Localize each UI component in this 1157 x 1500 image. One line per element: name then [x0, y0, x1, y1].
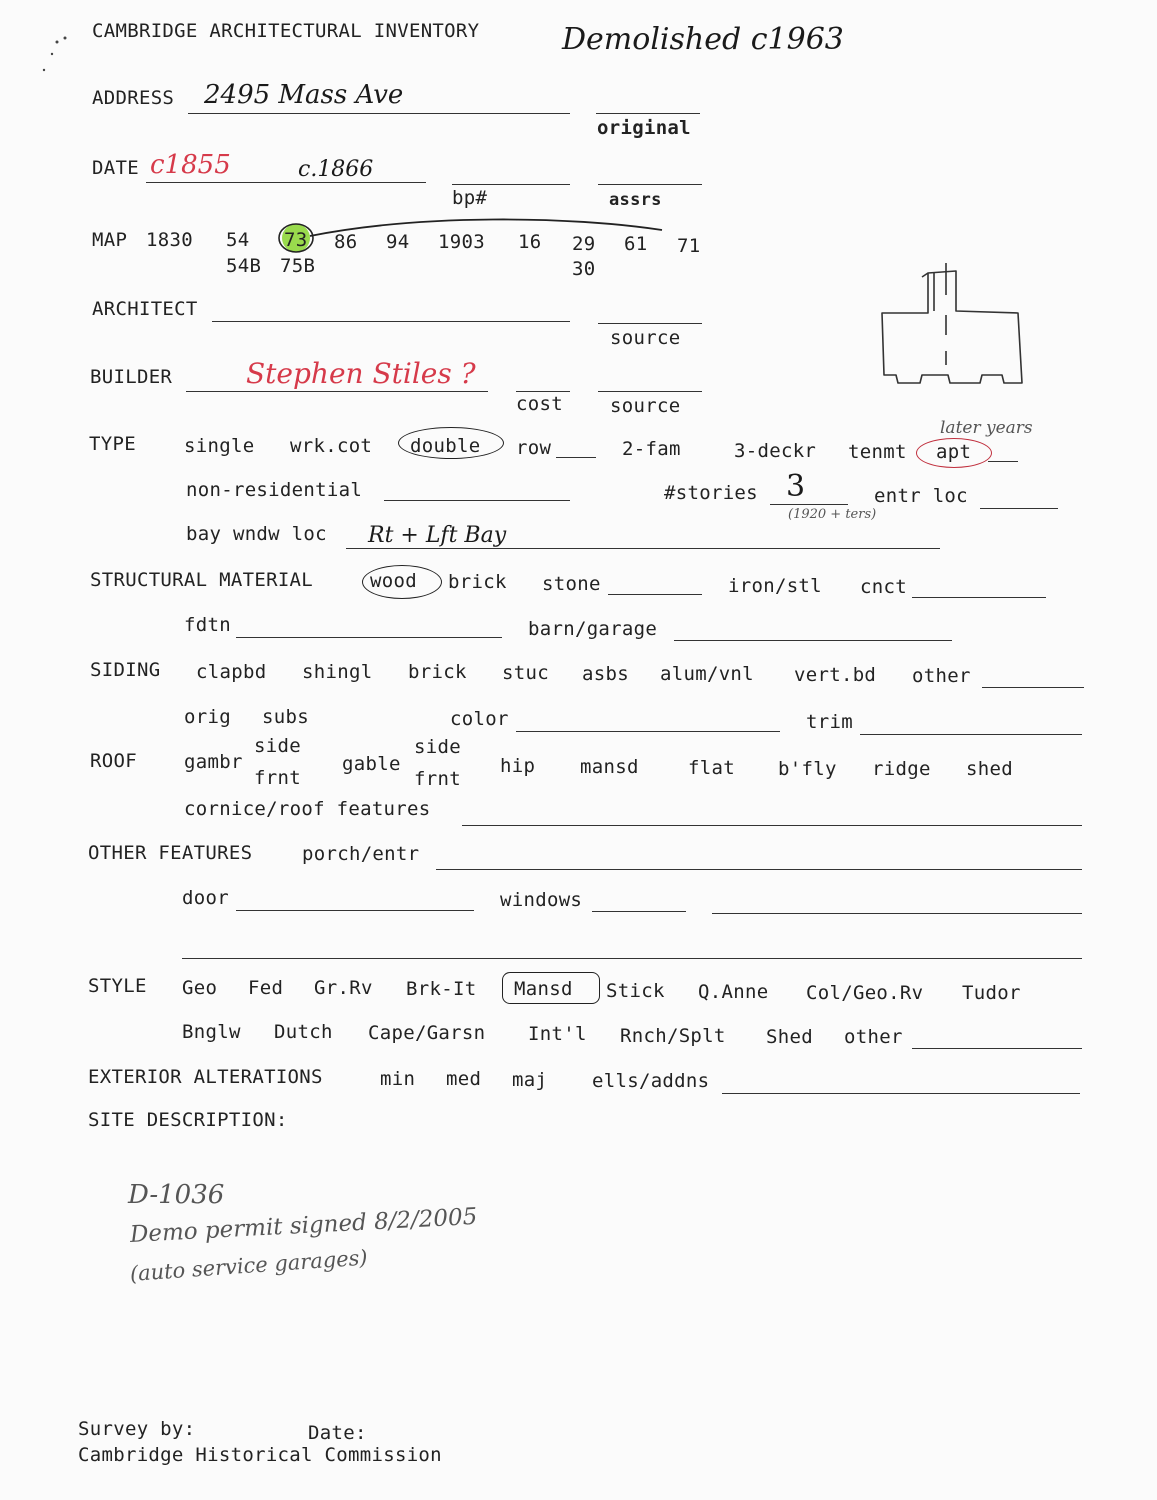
roof-gable-frnt[interactable]: frnt — [414, 768, 461, 790]
bay-window-label: bay wndw loc — [186, 523, 327, 545]
architect-label: ARCHITECT — [92, 298, 198, 320]
site-note-permit-number: D-1036 — [128, 1180, 225, 1210]
siding-subs[interactable]: subs — [262, 706, 309, 728]
exterior-med[interactable]: med — [446, 1068, 482, 1090]
map-label: MAP — [92, 229, 128, 251]
non-residential-label: non-residential — [186, 479, 363, 501]
fdtn-label: fdtn — [184, 614, 231, 636]
roof-gable-side[interactable]: side — [414, 736, 461, 758]
style-col-geo-rv[interactable]: Col/Geo.Rv — [806, 982, 924, 1004]
porch-entr-label: porch/entr — [302, 843, 420, 865]
address-value[interactable]: 2495 Mass Ave — [204, 80, 404, 110]
windows-label: windows — [500, 889, 583, 911]
style-q-anne[interactable]: Q.Anne — [698, 981, 769, 1003]
style-other[interactable]: other — [844, 1026, 903, 1048]
architect-source-line — [598, 323, 702, 324]
style-dutch[interactable]: Dutch — [274, 1021, 333, 1043]
barn-garage-label: barn/garage — [528, 618, 658, 640]
map-year-16: 16 — [518, 231, 542, 253]
demolished-note: Demolished c1963 — [562, 22, 844, 57]
style-brk-it[interactable]: Brk-It — [406, 978, 477, 1000]
siding-vert-bd[interactable]: vert.bd — [794, 664, 877, 686]
map-year-30: 30 — [572, 258, 596, 280]
roof-gambr-frnt[interactable]: frnt — [254, 767, 301, 789]
type-label: TYPE — [89, 433, 136, 455]
map-year-54b: 54B — [226, 255, 262, 277]
siding-asbs[interactable]: asbs — [582, 663, 629, 685]
exterior-min[interactable]: min — [380, 1068, 416, 1090]
site-note-auto-service: (auto service garages) — [129, 1245, 369, 1286]
style-intl[interactable]: Int'l — [528, 1023, 587, 1045]
porch-entr-line — [436, 869, 1082, 870]
style-rnch-splt[interactable]: Rnch/Splt — [620, 1025, 726, 1047]
map-year-29: 29 — [572, 233, 596, 255]
roof-label: ROOF — [90, 750, 137, 772]
roof-bfly[interactable]: b'fly — [778, 758, 837, 780]
type-tenmt[interactable]: tenmt — [848, 441, 907, 463]
map-year-1830: 1830 — [146, 229, 193, 251]
non-residential-line — [384, 500, 570, 501]
builder-source-line — [598, 391, 702, 392]
door-label: door — [182, 887, 229, 909]
stone-line — [608, 594, 702, 595]
stories-value[interactable]: 3 — [786, 469, 806, 504]
site-description-label: SITE DESCRIPTION: — [88, 1109, 288, 1131]
cost-line — [516, 391, 570, 392]
builder-value[interactable]: Stephen Stiles ? — [246, 357, 476, 390]
original-label: original — [597, 117, 691, 139]
cornice-line — [462, 825, 1082, 826]
stories-note: (1920 + ters) — [788, 507, 877, 522]
siding-label: SIDING — [90, 659, 161, 681]
address-label: ADDRESS — [92, 87, 175, 109]
siding-orig[interactable]: orig — [184, 706, 231, 728]
siding-trim-line — [860, 734, 1082, 735]
stray-marks — [30, 32, 80, 82]
bp-line — [452, 184, 570, 185]
siding-other[interactable]: other — [912, 665, 971, 687]
cnct-line — [912, 597, 1046, 598]
architect-source-label: source — [610, 327, 681, 349]
assrs-line — [598, 184, 702, 185]
structural-brick[interactable]: brick — [448, 571, 507, 593]
structural-iron-stl[interactable]: iron/stl — [728, 575, 822, 597]
survey-by-label: Survey by: — [78, 1418, 196, 1440]
fdtn-line — [236, 637, 502, 638]
type-single[interactable]: single — [184, 435, 255, 457]
apt-line — [988, 461, 1018, 462]
date-value-red[interactable]: c1855 — [150, 150, 231, 180]
siding-color-line — [516, 731, 780, 732]
structural-cnct[interactable]: cnct — [860, 576, 907, 598]
siding-clapbd[interactable]: clapbd — [196, 661, 267, 683]
cornice-label: cornice/roof features — [184, 798, 431, 820]
siding-trim-label: trim — [806, 711, 853, 733]
structural-label: STRUCTURAL MATERIAL — [90, 569, 314, 591]
map-year-61: 61 — [624, 233, 648, 255]
siding-brick[interactable]: brick — [408, 661, 467, 683]
windows-line-2 — [712, 913, 1082, 914]
builder-label: BUILDER — [90, 366, 173, 388]
date-value[interactable]: c.1866 — [298, 157, 374, 182]
stories-line — [770, 504, 848, 505]
style-geo[interactable]: Geo — [182, 977, 218, 999]
siding-shingl[interactable]: shingl — [302, 661, 373, 683]
barn-garage-line — [674, 640, 952, 641]
stories-label: #stories — [664, 482, 758, 504]
style-other-line — [912, 1048, 1082, 1049]
building-footprint-sketch — [870, 255, 1030, 395]
address-line — [188, 113, 570, 114]
date-label: DATE — [92, 157, 139, 179]
type-apt[interactable]: apt — [936, 441, 972, 463]
builder-line — [186, 391, 488, 392]
cost-label: cost — [516, 393, 563, 415]
map-year-86: 86 — [334, 231, 358, 253]
ells-addns-line — [722, 1093, 1080, 1094]
roof-ridge[interactable]: ridge — [872, 758, 931, 780]
style-label: STYLE — [88, 975, 147, 997]
exterior-maj[interactable]: maj — [512, 1069, 548, 1091]
map-year-94: 94 — [386, 231, 410, 253]
bay-window-value[interactable]: Rt + Lft Bay — [368, 523, 507, 548]
other-features-label: OTHER FEATURES — [88, 842, 253, 864]
type-double[interactable]: double — [410, 435, 481, 457]
blank-line — [182, 958, 1082, 959]
door-line — [236, 910, 474, 911]
map-year-73: 73 — [284, 229, 308, 251]
entr-loc-label: entr loc — [874, 485, 968, 507]
siding-other-line — [982, 687, 1084, 688]
type-wrk-cot[interactable]: wrk.cot — [290, 435, 373, 457]
map-year-1903: 1903 — [438, 231, 485, 253]
apt-note: later years — [940, 418, 1033, 438]
style-gr-rv[interactable]: Gr.Rv — [314, 977, 373, 999]
style-cape-garsn[interactable]: Cape/Garsn — [368, 1022, 486, 1044]
architect-line — [212, 321, 570, 322]
style-fed[interactable]: Fed — [248, 977, 284, 999]
roof-hip[interactable]: hip — [500, 755, 536, 777]
style-tudor[interactable]: Tudor — [962, 982, 1021, 1004]
type-2-fam[interactable]: 2-fam — [622, 438, 681, 460]
exterior-label: EXTERIOR ALTERATIONS — [88, 1066, 323, 1088]
style-bnglw[interactable]: Bnglw — [182, 1021, 241, 1043]
siding-color-label: color — [450, 708, 509, 730]
roof-gable[interactable]: gable — [342, 753, 401, 775]
roof-flat[interactable]: flat — [688, 757, 735, 779]
builder-source-label: source — [610, 395, 681, 417]
windows-line-1 — [592, 911, 686, 912]
commission-name: Cambridge Historical Commission — [78, 1444, 442, 1466]
map-year-54: 54 — [226, 229, 250, 251]
roof-gambr[interactable]: gambr — [184, 751, 243, 773]
date-line — [146, 182, 426, 183]
survey-date-label: Date: — [308, 1422, 367, 1444]
map-year-71: 71 — [677, 235, 701, 257]
structural-stone[interactable]: stone — [542, 573, 601, 595]
siding-stuc[interactable]: stuc — [502, 662, 549, 684]
style-stick[interactable]: Stick — [606, 980, 665, 1002]
form-title: CAMBRIDGE ARCHITECTURAL INVENTORY — [92, 20, 480, 42]
roof-gambr-side[interactable]: side — [254, 735, 301, 757]
roof-mansd[interactable]: mansd — [580, 756, 639, 778]
type-row[interactable]: row — [516, 437, 552, 459]
style-shed[interactable]: Shed — [766, 1026, 813, 1048]
entr-loc-line — [980, 508, 1058, 509]
style-mansd[interactable]: Mansd — [514, 978, 573, 1000]
bay-window-line — [346, 548, 940, 549]
structural-wood[interactable]: wood — [370, 570, 417, 592]
ells-addns-label: ells/addns — [592, 1070, 710, 1092]
siding-alum-vnl[interactable]: alum/vnl — [660, 663, 754, 685]
row-line — [556, 457, 596, 458]
roof-shed[interactable]: shed — [966, 758, 1013, 780]
original-line — [596, 113, 700, 114]
bp-label: bp# — [452, 187, 488, 209]
map-year-75b: 75B — [280, 255, 316, 277]
type-3-deckr[interactable]: 3-deckr — [734, 440, 817, 462]
site-note-demo-permit: Demo permit signed 8/2/2005 — [129, 1203, 478, 1248]
assrs-label: assrs — [609, 190, 662, 210]
